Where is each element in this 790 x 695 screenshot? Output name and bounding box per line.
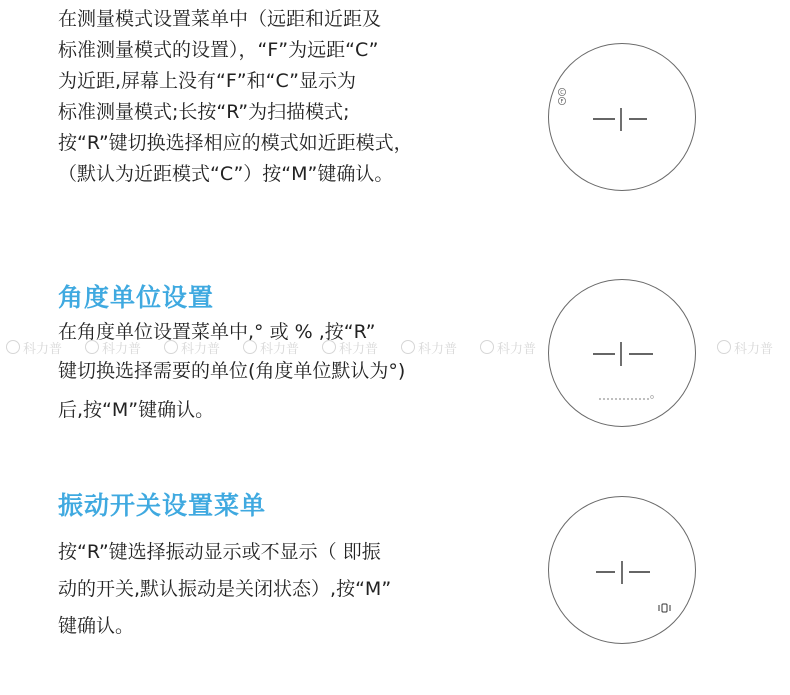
vibration-viewfinder-graphic	[549, 497, 695, 643]
text-line: 按“R”键切换选择相应的模式如近距模式，	[58, 132, 413, 154]
degree-mark-icon	[651, 396, 654, 399]
watermark-text: 科力普	[181, 341, 221, 357]
text-line: 键切换选择需要的单位(角度单位默认为°)	[58, 360, 406, 382]
watermark-text: 科力普	[418, 341, 458, 357]
vibration-icon	[659, 604, 670, 612]
crosshair-icon	[596, 561, 650, 584]
mode-viewfinder-graphic	[549, 44, 695, 190]
text-line: 键确认。	[58, 615, 135, 637]
text-line: 在测量模式设置菜单中（远距和近距及	[58, 8, 382, 30]
text-line: 后,按“M”键确认。	[58, 399, 215, 421]
text-line: 动的开关,默认振动是关闭状态）,按“M”	[58, 578, 392, 600]
watermark-text: 科力普	[734, 341, 774, 357]
watermark-text: 科力普	[497, 341, 537, 357]
mode-settings-text	[58, 5, 528, 188]
mode-viewfinder	[548, 43, 696, 191]
watermark-text: 科力普	[23, 341, 63, 357]
text-line: 按“R”键选择振动显示或不显示（ 即振	[58, 541, 381, 563]
watermark-logo-icon	[6, 340, 20, 354]
angle-viewfinder-graphic	[549, 280, 695, 426]
text-line: 标准测量模式的设置），“F”为远距“C”	[58, 39, 379, 61]
vibration-text	[58, 538, 528, 640]
watermark-item	[711, 336, 790, 358]
angle-unit-text	[58, 318, 528, 424]
crosshair-icon	[593, 342, 653, 366]
watermark-text: 科力普	[260, 341, 300, 357]
text-line: 标准测量模式;长按“R”为扫描模式;	[58, 101, 350, 123]
angle-viewfinder	[548, 279, 696, 427]
indicator-f-icon: F	[560, 99, 564, 105]
watermark-text: 科力普	[339, 341, 379, 357]
indicator-c-icon: C	[560, 90, 564, 96]
crosshair-icon	[593, 108, 647, 131]
text-line: 为近距,屏幕上没有“F”和“C”显示为	[58, 70, 356, 92]
text-line: 在角度单位设置菜单中,° 或 % ,按“R”	[58, 321, 376, 343]
watermark-logo-icon	[717, 340, 731, 354]
vibration-viewfinder	[548, 496, 696, 644]
text-line: （默认为近距模式“C”）按“M”键确认。	[58, 163, 394, 185]
watermark-text: 科力普	[102, 341, 142, 357]
angle-unit-heading: 角度单位设置	[58, 283, 215, 312]
vibration-heading: 振动开关设置菜单	[58, 491, 267, 520]
